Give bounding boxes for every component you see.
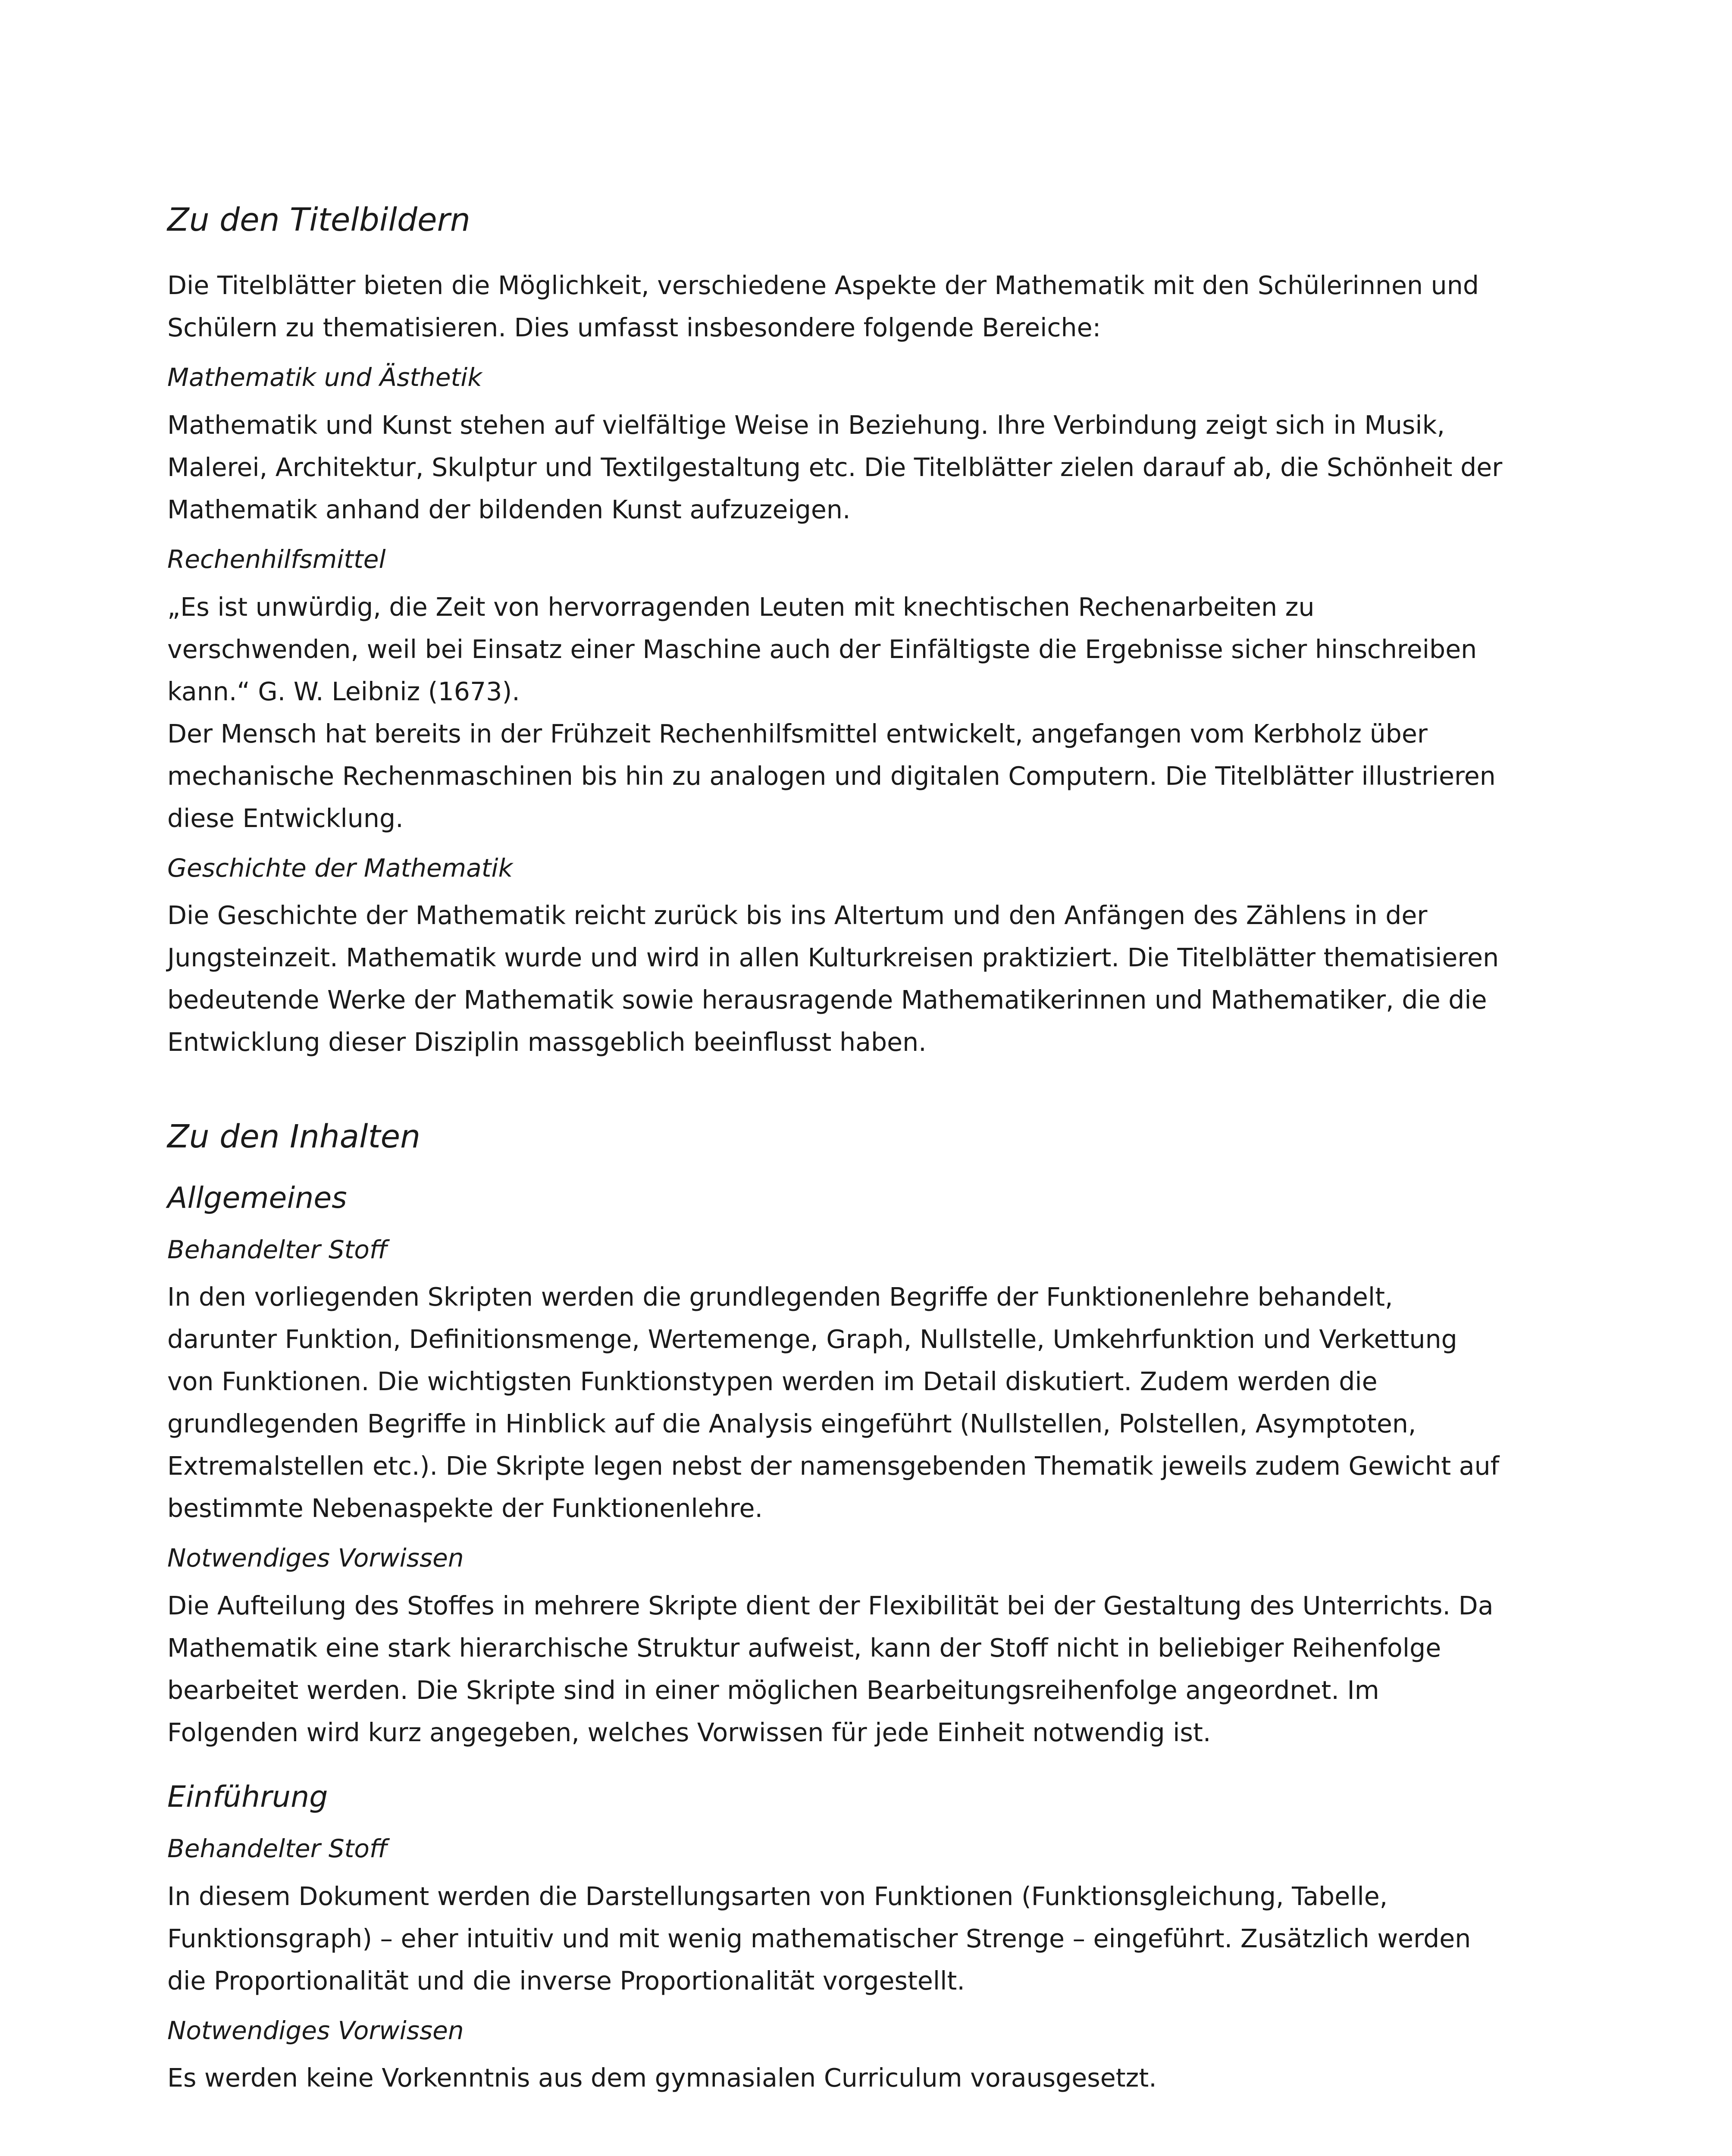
text-rechenhilfsmittel: Der Mensch hat bereits in der Frühzeit Rechenhilfsmittel entwickelt, angefangen vom Kerbholz über mechanische Rechenmaschinen bis hin zu analogen und digitalen Computern. Die Titelblätter illustrieren diese Entwicklung. <box>167 719 1496 833</box>
label-notwendiges-vorwissen: Notwendiges Vorwissen <box>167 1543 464 1573</box>
text-einfuehrung-stoff: In diesem Dokument werden die Darstellungsarten von Funktionen (Funktionsgleichung, Tabelle, Funktionsgraph) – eher intuitiv und mit wenig mathematischer Strenge – eingeführt. Zusätzlich werden die Proportionalität und die inverse Proportionalität vorgestellt. <box>167 1881 1471 1996</box>
text-einfuehrung-vorwissen: Es werden keine Vorkenntnis aus dem gymnasialen Curriculum vorausgesetzt. <box>167 2063 1157 2093</box>
text-geschichte: Die Geschichte der Mathematik reicht zurück bis ins Altertum und den Anfängen des Zählens in der Jungsteinzeit. Mathematik wurde und wird in allen Kulturkreisen praktiziert. Die Titelblätter thematisieren bedeutende Werke der Mathematik sowie herausragende Mathematikerinnen und Mathematiker, die die Entwicklung dieser Disziplin massgeblich beeinflusst haben. <box>167 901 1499 1057</box>
label-aesthetik: Mathematik und Ästhetik <box>167 363 482 392</box>
label-rechenhilfsmittel: Rechenhilfsmittel <box>167 544 386 574</box>
label-einfuehrung-vorwissen: Notwendiges Vorwissen <box>167 2015 464 2045</box>
text-notwendiges-vorwissen: Die Aufteilung des Stoffes in mehrere Skripte dient der Flexibilität bei der Gestaltung des Unterrichts. Da Mathematik eine stark hierarchische Struktur aufweist, kann der Stoff nicht in beliebiger Reihenfolge bearbeitet werden. Die Skripte sind in einer möglichen Bearbeitungsreihenfolge angeordnet. Im Folgenden wird kurz angegeben, welches Vorwissen für jede Einheit notwendig ist. <box>167 1591 1494 1747</box>
text-behandelter-stoff: In den vorliegenden Skripten werden die grundlegenden Begriffe der Funktionenlehre behandelt, darunter Funktion, Definitionsmenge, Wertemenge, Graph, Nullstelle, Umkehrfunktion und Verkettung von Funktionen. Die wichtigsten Funktionstypen werden im Detail diskutiert. Zudem werden die grundlegenden Begriffe in Hinblick auf die Analysis eingeführt (Nullstellen, Polstellen, Asymptoten, Extremalstellen etc.). Die Skripte legen nebst der namensgebenden Thematik jeweils zudem Gewicht auf bestimmte Nebenaspekte der Funktionenlehre. <box>167 1282 1500 1523</box>
leibniz-quote: „Es ist unwürdig, die Zeit von hervorragenden Leuten mit knechtischen Rechenarbeiten zu verschwenden, weil bei Einsatz einer Maschine auch der Einfältigste die Ergebnisse sicher hinschreiben kann.“ G. W. Leibniz (1673). <box>167 592 1477 706</box>
section-title-inhalte: Zu den Inhalten <box>167 1118 421 1156</box>
label-behandelter-stoff: Behandelter Stoff <box>167 1235 388 1264</box>
page-content <box>167 203 1504 2113</box>
section-title-titelbilder: Zu den Titelbildern <box>167 201 470 238</box>
label-geschichte: Geschichte der Mathematik <box>167 853 513 883</box>
label-einfuehrung-stoff: Behandelter Stoff <box>167 1834 388 1864</box>
subsection-title-einfuehrung: Einführung <box>167 1780 328 1814</box>
subsection-title-allgemeines: Allgemeines <box>167 1181 347 1215</box>
titelbilder-intro: Die Titelblätter bieten die Möglichkeit, verschiedene Aspekte der Mathematik mit den Schülerinnen und Schülern zu thematisieren. Dies umfasst insbesondere folgende Bereiche: <box>167 271 1479 343</box>
text-aesthetik: Mathematik und Kunst stehen auf vielfältige Weise in Beziehung. Ihre Verbindung zeigt sich in Musik, Malerei, Architektur, Skulptur und Textilgestaltung etc. Die Titelblätter zielen darauf ab, die Schönheit der Mathematik anhand der bildenden Kunst aufzuzeigen. <box>167 410 1503 524</box>
